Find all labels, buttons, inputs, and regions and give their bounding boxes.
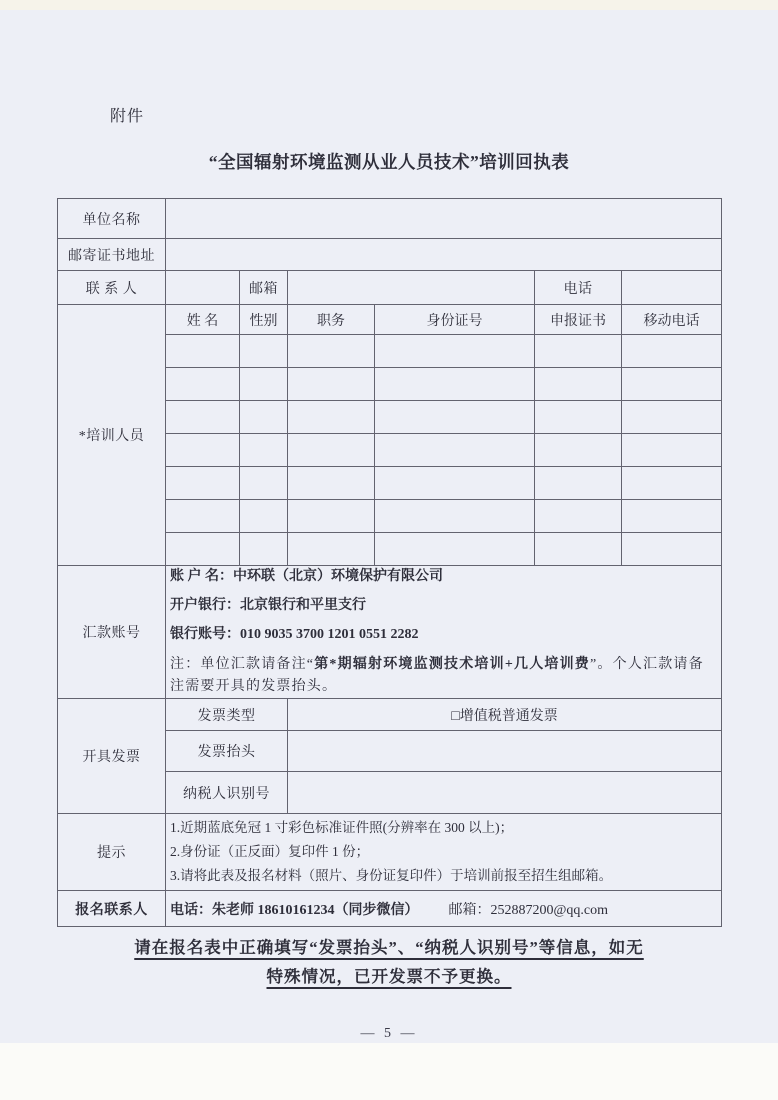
trainee-empty-cell	[288, 335, 375, 368]
contact-email-value	[288, 271, 535, 305]
invoice-section-label: 开具发票	[58, 699, 166, 814]
invoice-type-row	[58, 699, 722, 731]
document-title: “全国辐射环境监测从业人员技术”培训回执表	[208, 152, 570, 172]
trainee-empty-cell	[240, 335, 288, 368]
trainee-empty-cell	[535, 368, 622, 401]
trainee-empty-cell	[622, 401, 722, 434]
invoice-type-text: 增值税普通发票	[459, 708, 558, 724]
remittance-account-number: 银行账号：010 9035 3700 1201 0551 2282	[170, 626, 419, 642]
trainee-empty-cell	[535, 401, 622, 434]
page-bottom-margin	[0, 1043, 778, 1100]
trainee-empty-cell	[240, 533, 288, 566]
trainee-empty-cell	[375, 533, 535, 566]
notice-line-1: 请在报名表中正确填写“发票抬头”、“纳税人识别号”等信息，如无	[134, 938, 644, 957]
trainee-empty-cell	[622, 335, 722, 368]
trainee-empty-cell	[288, 401, 375, 434]
trainee-empty-cell	[166, 368, 240, 401]
trainee-empty-cell	[240, 434, 288, 467]
contact-name-value	[166, 271, 240, 305]
tips-row	[58, 814, 722, 891]
mailing-address-row	[58, 239, 722, 271]
invoice-title-value	[288, 731, 722, 772]
remittance-bank: 开户银行：北京银行和平里支行	[170, 597, 366, 613]
trainee-empty-cell	[166, 467, 240, 500]
trainee-empty-cell	[375, 368, 535, 401]
remittance-details	[166, 566, 722, 699]
trainee-section	[58, 305, 722, 566]
trainee-empty-cell	[288, 368, 375, 401]
registration-contact-row	[58, 891, 722, 927]
trainee-col-gender: 性别	[240, 305, 288, 335]
trainee-col-name: 姓 名	[166, 305, 240, 335]
trainee-col-certificate: 申报证书	[535, 305, 622, 335]
trainee-empty-cell	[622, 434, 722, 467]
trainee-col-position: 职务	[288, 305, 375, 335]
trainee-empty-cell	[535, 500, 622, 533]
notice-line-2: 特殊情况，已开发票不予更换。	[266, 967, 512, 986]
trainee-empty-cell	[288, 533, 375, 566]
trainee-col-mobile: 移动电话	[622, 305, 722, 335]
tips-content	[166, 814, 722, 891]
unit-name-label: 单位名称	[58, 199, 166, 239]
registration-contact-label: 报名联系人	[58, 891, 166, 927]
remittance-label: 汇款账号	[58, 566, 166, 699]
registration-contact-details	[166, 891, 722, 927]
trainee-col-id-number: 身份证号	[375, 305, 535, 335]
trainee-empty-cell	[375, 335, 535, 368]
trainee-empty-cell	[535, 335, 622, 368]
trainee-empty-cell	[166, 434, 240, 467]
trainee-empty-cell	[622, 368, 722, 401]
contact-email-label: 邮箱	[240, 271, 288, 305]
tip-item: 3.请将此表及报名材料（照片、身份证复印件）于培训前报至招生组邮箱。	[170, 868, 613, 883]
remittance-account-name: 账 户 名：中环联（北京）环境保护有限公司	[170, 568, 443, 584]
trainee-empty-cell	[535, 467, 622, 500]
remittance-row	[58, 566, 722, 699]
trainee-empty-cell	[288, 500, 375, 533]
mailing-address-value	[166, 239, 722, 271]
invoice-title-label: 发票抬头	[166, 731, 288, 772]
trainee-empty-cell	[622, 467, 722, 500]
trainee-empty-cell	[240, 401, 288, 434]
trainee-empty-cell	[375, 401, 535, 434]
tip-item: 1.近期蓝底免冠 1 寸彩色标准证件照(分辨率在 300 以上)；	[170, 820, 514, 835]
trainee-empty-cell	[622, 533, 722, 566]
contact-label: 联 系 人	[58, 271, 166, 305]
invoice-notice	[0, 933, 778, 991]
trainee-empty-cell	[288, 434, 375, 467]
registration-contact-email: 邮箱：252887200@qq.com	[448, 902, 608, 918]
trainee-empty-cell	[375, 500, 535, 533]
form-bottom-section	[58, 566, 722, 927]
tips-label: 提示	[58, 814, 166, 891]
trainee-empty-cell	[535, 533, 622, 566]
trainee-empty-cell	[240, 500, 288, 533]
trainee-empty-cell	[240, 368, 288, 401]
contact-row	[58, 271, 722, 305]
attachment-label: 附件	[110, 108, 145, 125]
unit-name-row	[58, 199, 722, 239]
trainee-section-label: *培训人员	[58, 305, 166, 566]
invoice-type-label: 发票类型	[166, 699, 288, 731]
registration-contact-phone: 电话：朱老师 18610161234（同步微信）	[170, 902, 419, 918]
trainee-empty-cell	[166, 533, 240, 566]
trainee-empty-cell	[288, 467, 375, 500]
trainee-empty-cell	[166, 500, 240, 533]
registration-form-table	[57, 198, 722, 927]
trainee-empty-cell	[535, 434, 622, 467]
contact-phone-value	[622, 271, 722, 305]
trainee-empty-cell	[166, 335, 240, 368]
invoice-type-value	[288, 699, 722, 731]
trainee-header-row	[58, 305, 722, 335]
trainee-empty-cell	[622, 500, 722, 533]
trainee-empty-cell	[375, 434, 535, 467]
trainee-empty-cell	[375, 467, 535, 500]
contact-phone-label: 电话	[535, 271, 622, 305]
form-top-section	[58, 199, 722, 305]
taxpayer-id-label: 纳税人识别号	[166, 772, 288, 814]
checkbox-icon: □	[451, 708, 460, 724]
tip-item: 2.身份证（正反面）复印件 1 份；	[170, 844, 370, 859]
unit-name-value	[166, 199, 722, 239]
page-number: — 5 —	[360, 1026, 418, 1041]
trainee-empty-cell	[166, 401, 240, 434]
mailing-address-label: 邮寄证书地址	[58, 239, 166, 271]
remittance-note: 注：单位汇款请备注“第*期辐射环境监测技术培训+几人培训费”。个人汇款请备注需要开具的发票抬头。	[170, 656, 704, 694]
trainee-empty-cell	[240, 467, 288, 500]
taxpayer-id-value	[288, 772, 722, 814]
